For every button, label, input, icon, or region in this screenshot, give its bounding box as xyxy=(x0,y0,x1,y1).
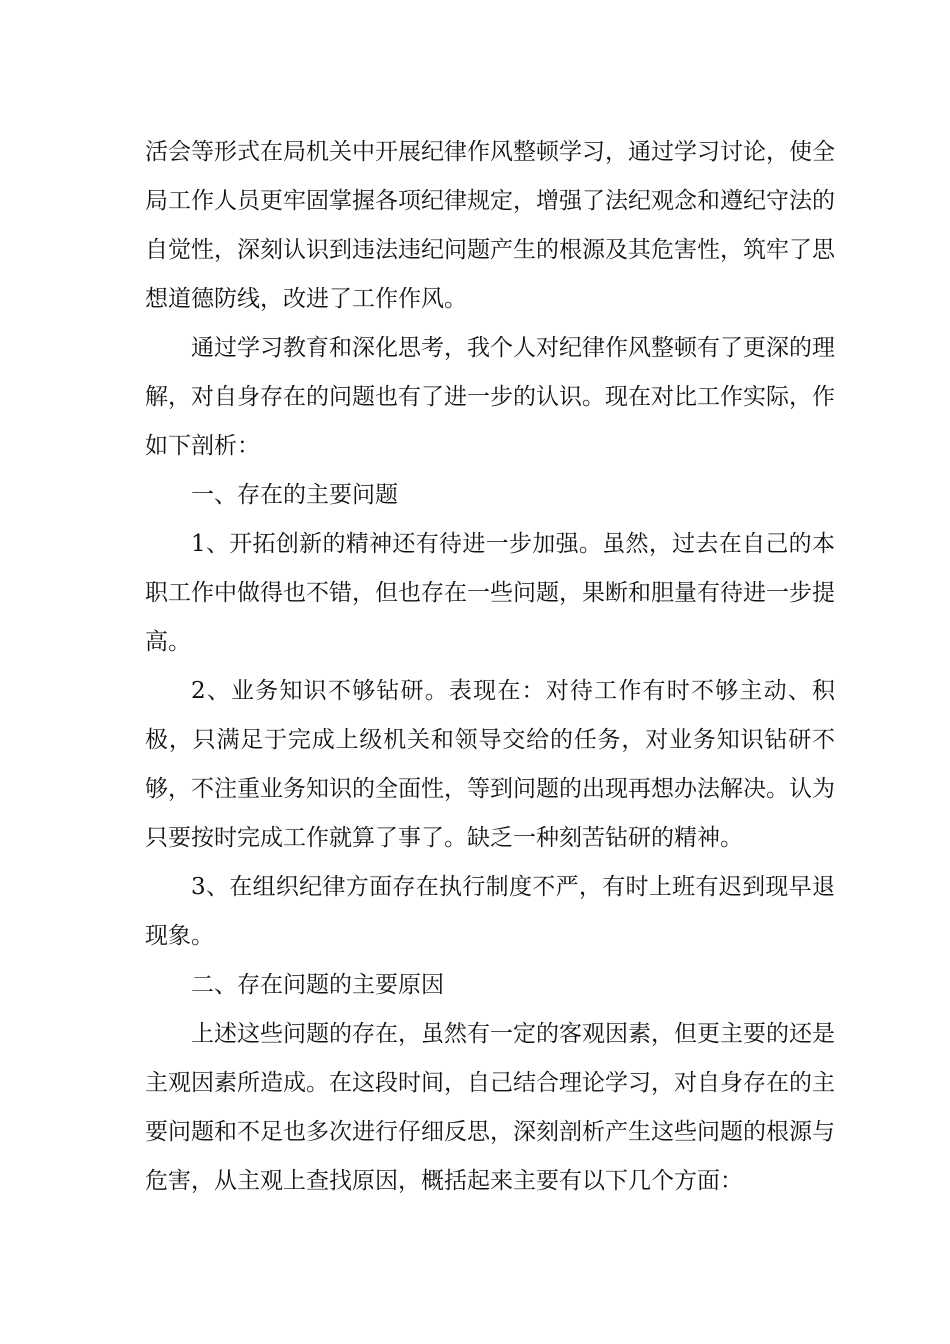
paragraph-intro: 通过学习教育和深化思考，我个人对纪律作风整顿有了更深的理解，对自身存在的问题也有了进一步的认识。现在对比工作实际，作如下剖析： xyxy=(145,335,835,459)
paragraph-problem-2: 2、业务知识不够钻研。表现在：对待工作有时不够主动、积极，只满足于完成上级机关和领导交给的任务，对业务知识钻研不够，不注重业务知识的全面性，等到问题的出现再想办法解决。认为只要按时完成工作就算了事了。缺乏一种刻苦钻研的精神。 xyxy=(145,678,835,851)
paragraph-problem-1: 1、开拓创新的精神还有待进一步加强。虽然，过去在自己的本职工作中做得也不错，但也存在一些问题，果断和胆量有待进一步提高。 xyxy=(145,531,835,655)
document-body xyxy=(145,128,835,1206)
paragraph-causes: 上述这些问题的存在，虽然有一定的客观因素，但更主要的还是主观因素所造成。在这段时间，自己结合理论学习，对自身存在的主要问题和不足也多次进行仔细反思，深刻剖析产生这些问题的根源与危害，从主观上查找原因，概括起来主要有以下几个方面： xyxy=(145,1021,835,1194)
section-heading-problems: 一、存在的主要问题 xyxy=(191,482,398,508)
section-heading-causes: 二、存在问题的主要原因 xyxy=(191,972,444,998)
paragraph-problem-3: 3、在组织纪律方面存在执行制度不严，有时上班有迟到现早退现象。 xyxy=(145,874,835,949)
paragraph-continuation: 活会等形式在局机关中开展纪律作风整顿学习，通过学习讨论，使全局工作人员更牢固掌握各项纪律规定，增强了法纪观念和遵纪守法的自觉性，深刻认识到违法违纪问题产生的根源及其危害性，筑牢了思想道德防线，改进了工作作风。 xyxy=(145,139,835,312)
